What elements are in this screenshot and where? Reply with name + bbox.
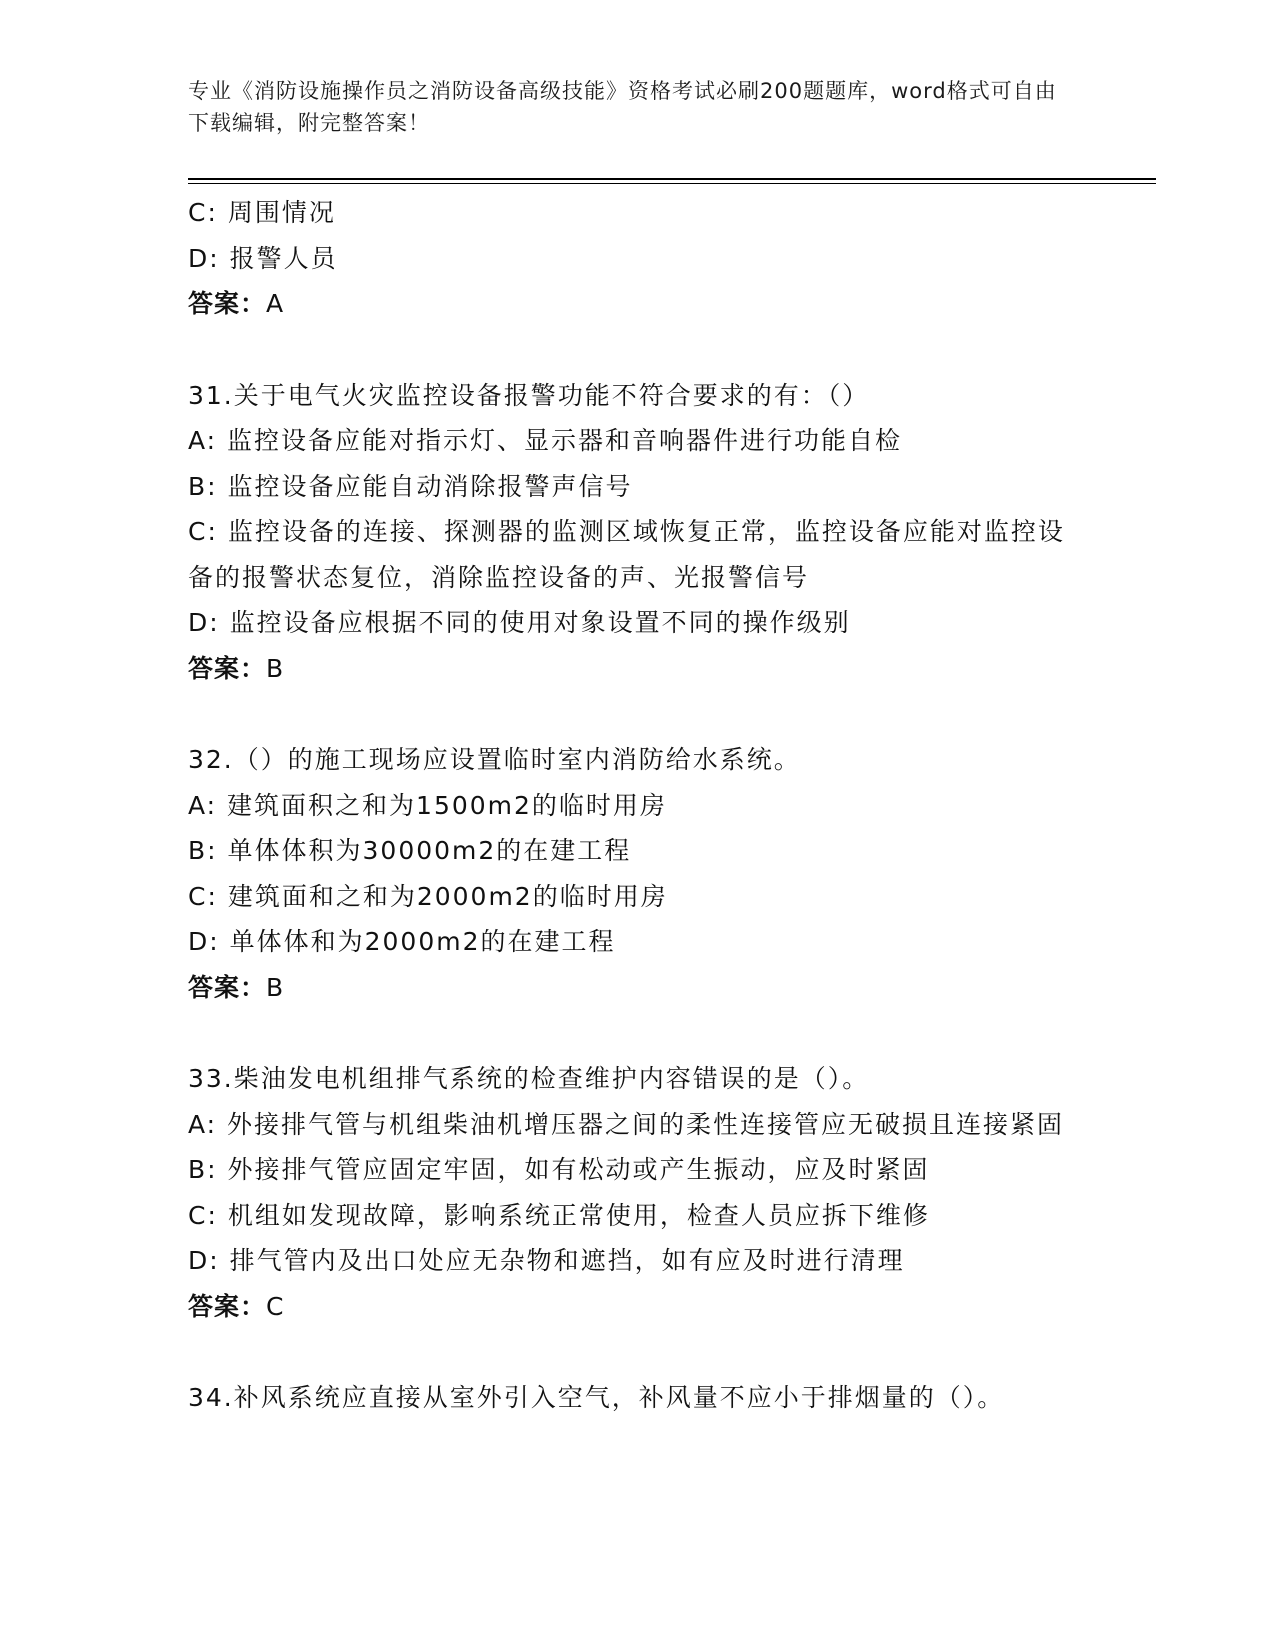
answer-value: C (266, 1291, 285, 1321)
option-line: B: 单体体积为30000m2的在建工程 (188, 836, 632, 865)
question-block (188, 373, 1088, 692)
option-line: A: 监控设备应能对指示灯、显示器和音响器件进行功能自检 (188, 426, 903, 455)
question-stem: 34.补风系统应直接从室外引入空气，补风量不应小于排烟量的（）。 (188, 1383, 1005, 1412)
option-line: D: 报警人员 (188, 243, 338, 273)
question-block (188, 1375, 1088, 1421)
answer-label: 答案： (188, 1291, 267, 1321)
question-block (188, 1056, 1088, 1329)
answer-label: 答案： (188, 653, 267, 683)
answer-line (188, 281, 1088, 327)
question-stem: 31.关于电气火灾监控设备报警功能不符合要求的有：（） (188, 380, 870, 410)
answer-line (188, 1284, 1088, 1330)
option-line: B: 外接排气管应固定牢固，如有松动或产生振动，应及时紧固 (188, 1155, 930, 1184)
option-line: D: 单体体和为2000m2的在建工程 (188, 927, 616, 956)
question-stem: 33.柴油发电机组排气系统的检查维护内容错误的是（）。 (188, 1064, 870, 1093)
header-rule-thin (188, 183, 1156, 184)
question-content (188, 190, 1088, 1421)
option-line: C: 机组如发现故障，影响系统正常使用，检查人员应拆下维修 (188, 1200, 930, 1230)
option-line: C: 建筑面和之和为2000m2的临时用房 (188, 881, 668, 911)
option-line: A: 外接排气管与机组柴油机增压器之间的柔性连接管应无破损且连接紧固 (188, 1109, 1065, 1139)
option-line: D: 监控设备应根据不同的使用对象设置不同的操作级别 (188, 608, 851, 637)
question-block (188, 737, 1088, 1010)
question-stem: 32.（）的施工现场应设置临时室内消防给水系统。 (188, 745, 801, 774)
question-block (188, 190, 1088, 327)
option-line: C: 监控设备的连接、探测器的监测区域恢复正常，监控设备应能对监控设备的报警状态复位，消除监控设备的声、光报警信号 (188, 517, 1065, 592)
header-rule-thick (188, 178, 1156, 180)
answer-value: B (266, 653, 285, 683)
answer-line (188, 965, 1088, 1011)
option-line: B: 监控设备应能自动消除报警声信号 (188, 471, 633, 501)
answer-label: 答案： (188, 972, 267, 1002)
answer-label: 答案： (188, 289, 267, 318)
option-line: A: 建筑面积之和为1500m2的临时用房 (188, 790, 667, 820)
option-line: D: 排气管内及出口处应无杂物和遮挡，如有应及时进行清理 (188, 1246, 905, 1275)
answer-value: A (266, 289, 285, 318)
document-header: 专业《消防设施操作员之消防设备高级技能》资格考试必刷200题题库，word格式可自由下载编辑，附完整答案！ (188, 79, 1057, 135)
option-line: C: 周围情况 (188, 198, 336, 227)
answer-value: B (266, 972, 285, 1002)
answer-line (188, 646, 1088, 692)
